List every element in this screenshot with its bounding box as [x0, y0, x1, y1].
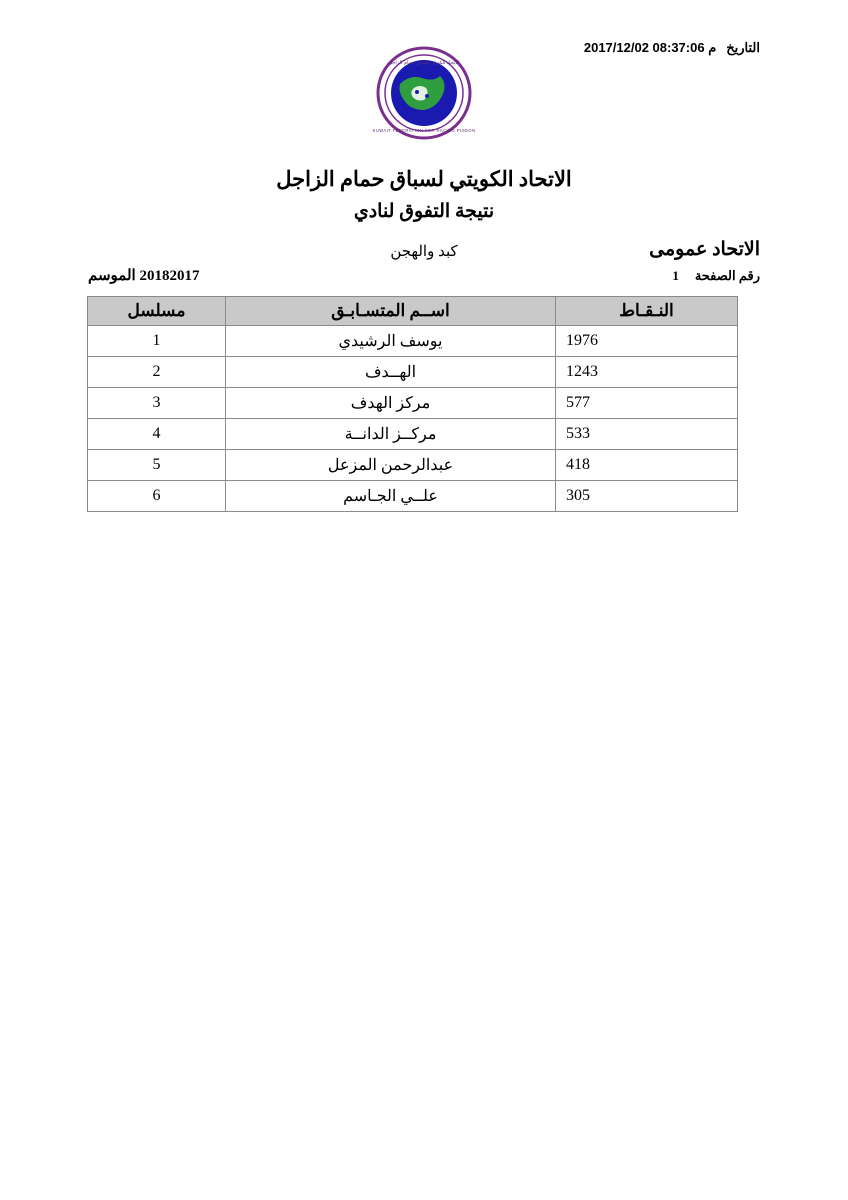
cell-points: 418	[556, 450, 738, 481]
column-header-seq: مسلسل	[88, 297, 226, 326]
column-header-name: اســم المتسـابـق	[226, 297, 556, 326]
table-row	[88, 450, 738, 481]
cell-points: 577	[556, 388, 738, 419]
table-row	[88, 388, 738, 419]
cell-name: علــي الجـاسم	[226, 481, 556, 512]
title-block	[0, 164, 848, 226]
table-header	[88, 297, 738, 326]
season-value: 20182017	[139, 268, 200, 284]
column-header-points: النـقـاط	[556, 297, 738, 326]
cell-name: مركز الهدف	[226, 388, 556, 419]
table-row	[88, 326, 738, 357]
cell-points: 1976	[556, 326, 738, 357]
cell-name: عبدالرحمن المزعل	[226, 450, 556, 481]
page-number-row	[672, 268, 760, 284]
svg-text:KUWAIT FEDERATION FOR RACING P: KUWAIT FEDERATION FOR RACING PIGEON	[372, 128, 476, 133]
federation-label: الاتحاد عمومى	[649, 239, 760, 260]
cell-name: الهــدف	[226, 357, 556, 388]
cell-seq: 3	[88, 388, 226, 419]
cell-points: 305	[556, 481, 738, 512]
season-row	[88, 266, 199, 285]
cell-seq: 6	[88, 481, 226, 512]
results-table	[87, 296, 738, 512]
svg-text:الاتحاد الكويتي لسباق حمام الز: الاتحاد الكويتي لسباق حمام الزاجل	[388, 60, 460, 66]
date-label: التاريخ	[726, 40, 760, 55]
logo-container	[0, 44, 848, 142]
table-body	[88, 326, 738, 512]
page-number-value: 1	[672, 268, 679, 283]
results-table-container	[88, 296, 738, 512]
table-header-row	[88, 297, 738, 326]
cell-seq: 1	[88, 326, 226, 357]
cell-points: 1243	[556, 357, 738, 388]
cell-name: مركــز الدانــة	[226, 419, 556, 450]
table-row	[88, 419, 738, 450]
cell-seq: 2	[88, 357, 226, 388]
cell-seq: 4	[88, 419, 226, 450]
federation-logo-icon	[370, 44, 478, 142]
page-number-label: رقم الصفحة	[694, 268, 760, 283]
cell-points: 533	[556, 419, 738, 450]
cell-name: يوسف الرشيدي	[226, 326, 556, 357]
table-row	[88, 481, 738, 512]
table-row	[88, 357, 738, 388]
document-subtitle: نتيجة التفوق لنادي	[353, 200, 495, 222]
document-title: الاتحاد الكويتي لسباق حمام الزاجل	[276, 167, 572, 191]
date-value: 2017/12/02 08:37:06 م	[583, 40, 717, 55]
cell-seq: 5	[88, 450, 226, 481]
club-name: كبد والهجن	[390, 244, 458, 260]
season-label: الموسم	[88, 268, 136, 284]
